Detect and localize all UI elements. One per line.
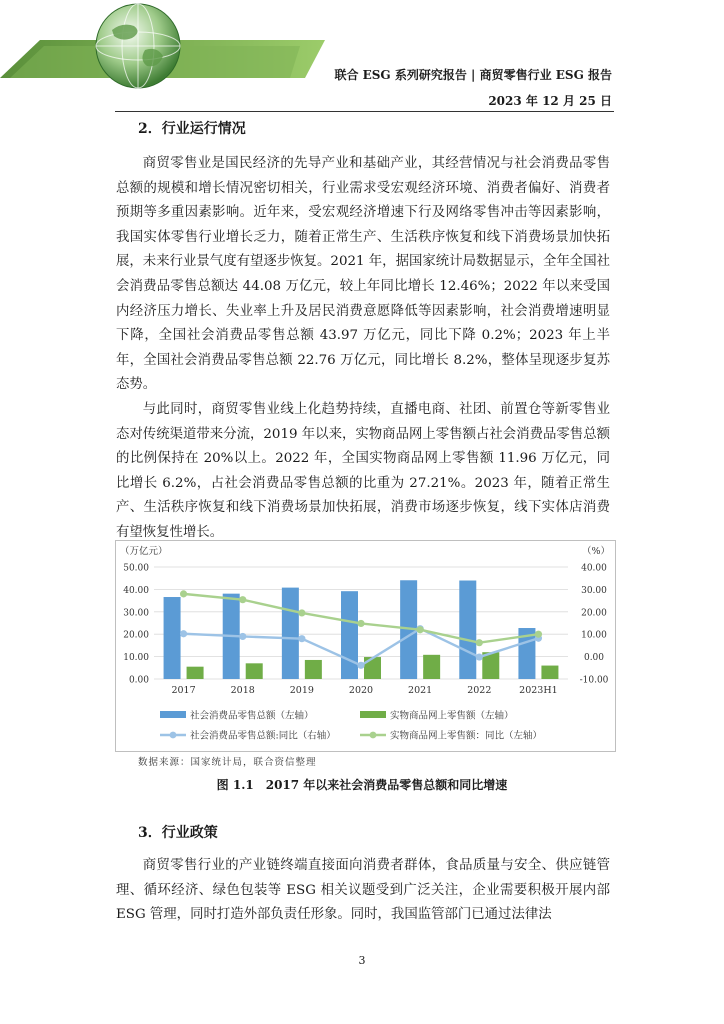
right-tick-label: 0.00 <box>583 653 605 664</box>
paragraph-online-trend: 与此同时，商贸零售业线上化趋势持续，直播电商、社团、前置仓等新零售业态对传统渠道带来分流，2019 年以来，实物商品网上零售额占社会消费品零售总额的比例保持在 20%以上。2022 年，全国实物商品网上零售额 11.96 万亿元，同比增长 6.2%，占社会消费品零售总额的比重为 27.21%。2023 年，随着正常生产、生活秩序恢复和线下消费场景加快拓展，消费市场逐步恢复，线下实体店消费有望恢复性增长。 <box>116 402 610 540</box>
left-tick-label: 50.00 <box>123 563 149 574</box>
left-tick-label: 10.00 <box>123 653 149 664</box>
left-tick-label: 40.00 <box>123 585 149 596</box>
section-heading-industry-operation: 2．行业运行情况 <box>138 121 246 137</box>
paragraph-industry-policy: 商贸零售行业的产业链终端直接面向消费者群体，食品质量与安全、供应链管理、循环经济、绿色包装等 ESG 相关议题受到广泛关注，企业需要积极开展内部 ESG 管理，同时打造外部负责任形象。同时，我国监管部门已通过法律法 <box>116 858 610 923</box>
line-point-0-2018 <box>239 633 246 640</box>
left-tick-label: 30.00 <box>123 608 149 619</box>
bar-1-2020 <box>364 657 381 679</box>
line-point-0-2020 <box>357 662 364 669</box>
line-point-1-2018 <box>239 596 246 603</box>
line-point-1-2019 <box>298 609 305 616</box>
legend-label: 社会消费品零售总额（左轴） <box>190 710 314 722</box>
left-axis-unit: （万亿元） <box>120 546 168 557</box>
bar-1-2023H1 <box>541 666 558 679</box>
header-divider <box>115 111 614 112</box>
legend-swatch <box>360 711 386 718</box>
line-point-0-2017 <box>180 630 187 637</box>
bar-0-2017 <box>164 597 181 679</box>
legend-swatch <box>160 711 186 718</box>
right-tick-label: 40.00 <box>581 563 607 574</box>
right-tick-label: -10.00 <box>579 675 609 686</box>
line-point-0-2022 <box>476 653 483 660</box>
line-point-1-2020 <box>357 620 364 627</box>
category-label: 2018 <box>230 685 255 696</box>
category-label: 2019 <box>289 685 314 696</box>
paragraph-industry-overview: 商贸零售业是国民经济的先导产业和基础产业，其经营情况与社会消费品零售总额的规模和增长情况密切相关，行业需求受宏观经济环境、消费者偏好、消费者预期等多重因素影响。近年来，受宏观经济增速下行及网络零售冲击等因素影响，我国实体零售行业增长乏力，随着正常生产、生活秩序恢复和线下消费场景加快拓展，未来行业景气度有望逐步恢复。2021 年，据国家统计局数据显示，全年全国社会消费品零售总额达 44.08 万亿元，较上年同比增长 12.46%；2022 年以来受国内经济压力增长、失业率上升及居民消费意愿降低等因素影响，社会消费增速明显下降，全国社会消费品零售总额 43.97 万亿元，同比下降 0.2%；2023 年上半年，全国社会消费品零售总额 22.76 万亿元，同比增长 8.2%，整体呈现逐步复苏态势。 <box>116 156 610 393</box>
right-tick-label: 10.00 <box>581 630 607 641</box>
legend-marker <box>170 732 177 739</box>
retail-sales-chart <box>116 541 615 751</box>
legend-label: 实物商品网上零售额：同比（左轴） <box>390 730 543 742</box>
page-number: 3 <box>358 954 366 967</box>
section-heading-industry-policy: 3．行业政策 <box>138 825 218 841</box>
bar-0-2019 <box>282 588 299 679</box>
right-tick-label: 30.00 <box>581 585 607 596</box>
line-point-1-2021 <box>417 626 424 633</box>
bar-1-2019 <box>305 660 322 679</box>
line-point-0-2019 <box>298 635 305 642</box>
left-tick-label: 20.00 <box>123 630 149 641</box>
bar-1-2017 <box>187 667 204 679</box>
legend-label: 实物商品网上零售额（左轴） <box>390 710 514 722</box>
bar-1-2018 <box>246 663 263 679</box>
chart-frame <box>115 540 616 752</box>
right-axis-unit: （%） <box>582 546 611 557</box>
category-label: 2022 <box>467 685 492 696</box>
category-label: 2017 <box>171 685 196 696</box>
category-label: 2020 <box>348 685 374 696</box>
category-label: 2023H1 <box>519 685 558 696</box>
bar-1-2021 <box>423 655 440 679</box>
legend-marker <box>370 732 377 739</box>
header-date: 2023 年 12 月 25 日 <box>488 94 612 108</box>
line-point-1-2022 <box>476 639 483 646</box>
company-logo <box>0 0 330 90</box>
data-source: 数据来源：国家统计局，联合资信整理 <box>138 757 317 768</box>
left-tick-label: 0.00 <box>128 675 149 686</box>
header-title: 联合 ESG 系列研究报告 | 商贸零售行业 ESG 报告 <box>334 68 612 82</box>
bar-0-2022 <box>459 581 476 679</box>
category-label: 2021 <box>408 685 433 696</box>
bar-0-2020 <box>341 591 358 679</box>
line-point-1-2023H1 <box>535 631 542 638</box>
figure-caption: 图 1.1 2017 年以来社会消费品零售总额和同比增速 <box>216 778 508 792</box>
right-tick-label: 20.00 <box>581 608 607 619</box>
legend-label: 社会消费品零售总额:同比（右轴） <box>190 730 336 742</box>
line-point-1-2017 <box>180 590 187 597</box>
